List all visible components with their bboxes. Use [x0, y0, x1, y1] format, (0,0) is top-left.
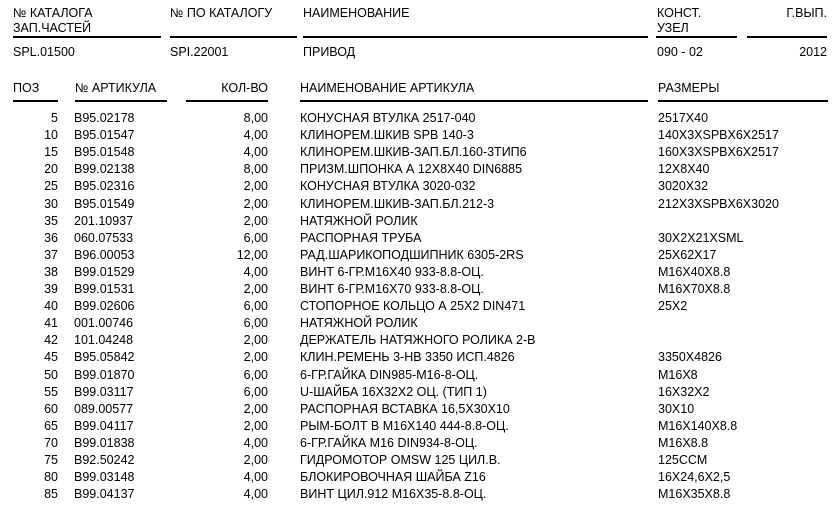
cell-pos: 39: [44, 282, 58, 296]
cell-quantity: 4,00: [243, 487, 268, 502]
table-row[interactable]: [0, 143, 840, 161]
table-row[interactable]: [0, 212, 840, 230]
column-underline-article-name: [300, 100, 648, 102]
cell-article-name: 6-ГР.ГАЙКА M16 DIN934-8-ОЦ.: [300, 435, 478, 450]
column-header-quantity: КОЛ-ВО: [221, 81, 268, 95]
table-row[interactable]: [0, 177, 840, 195]
cell-article-no: 089.00577: [74, 401, 134, 416]
table-row[interactable]: [0, 126, 840, 144]
cell-pos: 25: [44, 179, 58, 194]
header-rule-segment-1: [13, 36, 161, 38]
cell-article-no: B99.01870: [74, 367, 135, 382]
cell-article-name: НАТЯЖНОЙ РОЛИК: [300, 316, 418, 331]
cell-quantity: 4,00: [243, 470, 268, 485]
cell-dimensions: 30X2X21XSML: [658, 230, 744, 245]
cell-quantity: 2,00: [243, 350, 268, 365]
table-row[interactable]: [0, 246, 840, 264]
cell-article-name: ПРИЗМ.ШПОНКА А 12X8X40 DIN6885: [300, 162, 523, 177]
cell-article-no: 201.10937: [74, 213, 134, 228]
cell-pos: 50: [44, 367, 58, 382]
cell-dimensions: 30X10: [658, 401, 695, 416]
cell-article-name: ГИДРОМОТОР OMSW 125 ЦИЛ.В.: [300, 453, 501, 467]
cell-dimensions: 140X3XSPBX6X2517: [658, 128, 779, 143]
cell-article-no: B99.04137: [74, 487, 135, 502]
cell-dimensions: M16X35X8.8: [658, 487, 731, 502]
cell-pos: 30: [44, 196, 58, 211]
cell-pos: 5: [51, 111, 58, 125]
cell-dimensions: 16X32X2: [658, 384, 710, 399]
cell-dimensions: M16X40X8.8: [658, 264, 731, 279]
cell-article-no: B95.01547: [74, 128, 135, 143]
cell-pos: 85: [44, 487, 58, 502]
cell-article-name: U-ШАЙБА 16X32X2 ОЦ. (ТИП 1): [300, 384, 487, 399]
cell-quantity: 6,00: [243, 299, 268, 314]
cell-article-name: КОНУСНАЯ ВТУЛКА 3020-032: [300, 179, 476, 194]
cell-pos: 41: [44, 316, 58, 331]
table-row[interactable]: [0, 195, 840, 213]
cell-pos: 20: [44, 162, 58, 177]
cell-dimensions: 25X62X17: [658, 247, 717, 262]
cell-quantity: 2,00: [243, 213, 268, 228]
cell-article-no: B95.02178: [74, 111, 135, 125]
table-row[interactable]: [0, 400, 840, 418]
column-header-dimensions: РАЗМЕРЫ: [658, 81, 720, 95]
table-row[interactable]: [0, 417, 840, 435]
cell-quantity: 4,00: [243, 435, 268, 450]
cell-pos: 55: [44, 384, 58, 399]
cell-pos: 60: [44, 401, 58, 416]
cell-article-name: КЛИН.РЕМЕНЬ 3-HB 3350 ИСП.4826: [300, 350, 515, 365]
table-row[interactable]: [0, 297, 840, 315]
table-row[interactable]: [0, 485, 840, 503]
cell-article-name: КЛИНОРЕМ.ШКИВ SPB 140-3: [300, 128, 474, 143]
cell-article-name: СТОПОРНОЕ КОЛЬЦО А 25X2 DIN471: [300, 299, 526, 314]
cell-article-no: B99.04117: [74, 418, 134, 433]
cell-article-no: B99.01529: [74, 264, 135, 279]
table-row[interactable]: [0, 366, 840, 384]
cell-pos: 45: [44, 350, 58, 365]
cell-article-name: ВИНТ 6-ГР.M16X70 933-8.8-ОЦ.: [300, 282, 484, 296]
cell-quantity: 2,00: [243, 333, 268, 348]
header-label-by-catalog: № ПО КАТАЛОГУ: [170, 6, 273, 20]
table-row[interactable]: [0, 383, 840, 401]
cell-pos: 42: [44, 333, 58, 348]
cell-article-name: НАТЯЖНОЙ РОЛИК: [300, 213, 418, 228]
cell-article-no: B95.01548: [74, 145, 135, 160]
cell-dimensions: M16X140X8.8: [658, 418, 738, 433]
cell-dimensions: M16X8: [658, 367, 698, 382]
cell-quantity: 2,00: [243, 179, 268, 194]
header-label-catalog-number-line2: ЗАП.ЧАСТЕЙ: [13, 20, 92, 35]
header-rule-segment-3: [303, 36, 648, 38]
cell-quantity: 4,00: [243, 264, 268, 279]
cell-quantity: 6,00: [243, 316, 268, 331]
value-by-catalog: SPI.22001: [170, 45, 229, 59]
cell-dimensions: M16X8.8: [658, 435, 709, 450]
cell-article-no: B99.02138: [74, 162, 135, 177]
table-row[interactable]: [0, 263, 840, 281]
cell-article-name: РАСПОРНАЯ ВСТАВКА 16,5X30X10: [300, 401, 510, 416]
cell-quantity: 6,00: [243, 384, 268, 399]
table-row[interactable]: [0, 331, 840, 349]
cell-quantity: 8,00: [243, 111, 268, 125]
header-label-assembly-unit: КОНСТ. УЗЕЛ: [657, 6, 702, 35]
cell-quantity: 2,00: [243, 282, 268, 296]
cell-dimensions: 16X24,6X2,5: [658, 470, 731, 485]
column-underline-quantity: [186, 100, 268, 102]
cell-dimensions: 12X8X40: [658, 162, 710, 177]
cell-dimensions: 2517X40: [658, 111, 709, 125]
header-label-catalog-number: [13, 6, 93, 35]
cell-pos: 40: [44, 299, 58, 314]
cell-dimensions: 25X2: [658, 299, 688, 314]
value-catalog-number: SPL.01500: [13, 45, 75, 59]
cell-article-no: B99.01531: [74, 282, 135, 296]
value-year: 2012: [799, 45, 827, 59]
cell-pos: 75: [44, 453, 58, 467]
cell-article-name: КЛИНОРЕМ.ШКИВ-ЗАП.БЛ.160-3ТИП6: [300, 145, 527, 160]
cell-dimensions: 125CCM: [658, 453, 708, 467]
column-underline-pos: [13, 100, 58, 102]
cell-article-no: B99.02606: [74, 299, 135, 314]
table-row[interactable]: [0, 348, 840, 366]
table-row[interactable]: [0, 451, 840, 469]
cell-article-name: ВИНТ ЦИЛ.912 M16X35-8.8-ОЦ.: [300, 487, 487, 502]
table-row[interactable]: [0, 468, 840, 486]
cell-article-no: 060.07533: [74, 230, 134, 245]
cell-quantity: 4,00: [243, 128, 268, 143]
value-assembly-unit: 090 - 02: [657, 45, 703, 59]
cell-quantity: 4,00: [243, 145, 268, 160]
cell-article-no: 101.04248: [74, 333, 134, 348]
cell-dimensions: 3020X32: [658, 179, 709, 194]
cell-quantity: 2,00: [243, 418, 268, 433]
column-underline-dimensions: [658, 100, 828, 102]
cell-pos: 80: [44, 470, 58, 485]
cell-pos: 10: [44, 128, 58, 143]
cell-article-name: БЛОКИРОВОЧНАЯ ШАЙБА Z16: [300, 470, 486, 485]
cell-quantity: 2,00: [243, 401, 268, 416]
cell-dimensions: 160X3XSPBX6X2517: [658, 145, 779, 160]
header-rule-segment-2: [170, 36, 297, 38]
column-header-pos: ПОЗ: [13, 81, 40, 95]
cell-quantity: 8,00: [243, 162, 268, 177]
cell-pos: 35: [44, 213, 58, 228]
cell-pos: 36: [44, 230, 58, 245]
cell-quantity: 6,00: [243, 367, 268, 382]
column-header-article-name: НАИМЕНОВАНИЕ АРТИКУЛА: [300, 81, 475, 95]
header-rule-segment-4: [656, 36, 737, 38]
cell-article-no: 001.00746: [74, 316, 134, 331]
header-label-catalog-number-line1: № КАТАЛОГА: [13, 6, 93, 20]
cell-article-no: B95.01549: [74, 196, 135, 211]
cell-article-name: РАД.ШАРИКОПОДШИПНИК 6305-2RS: [300, 247, 524, 262]
header-rule-segment-5: [747, 36, 827, 38]
header-label-year: Г.ВЫП.: [786, 6, 827, 20]
cell-dimensions: M16X70X8.8: [658, 282, 731, 296]
cell-dimensions: 212X3XSPBX6X3020: [658, 196, 779, 211]
cell-article-no: B95.02316: [74, 179, 135, 194]
cell-article-name: 6-ГР.ГАЙКА DIN985-M16-8-ОЦ.: [300, 367, 479, 382]
cell-article-no: B95.05842: [74, 350, 135, 365]
cell-article-no: B92.50242: [74, 453, 135, 467]
cell-article-name: РАСПОРНАЯ ТРУБА: [300, 230, 422, 245]
value-designation: ПРИВОД: [303, 45, 356, 59]
cell-article-no: B99.03117: [74, 384, 134, 399]
table-row[interactable]: [0, 109, 840, 127]
table-row[interactable]: [0, 314, 840, 332]
table-row[interactable]: [0, 160, 840, 178]
cell-article-name: ВИНТ 6-ГР.M16X40 933-8.8-ОЦ.: [300, 264, 484, 279]
column-underline-article-no: [75, 100, 167, 102]
header-label-designation: НАИМЕНОВАНИЕ: [303, 6, 410, 20]
cell-pos: 37: [44, 247, 58, 262]
table-row[interactable]: [0, 280, 840, 298]
cell-pos: 70: [44, 435, 58, 450]
cell-article-name: КЛИНОРЕМ.ШКИВ-ЗАП.БЛ.212-3: [300, 196, 495, 211]
cell-article-name: РЫМ-БОЛТ В M16X140 444-8.8-ОЦ.: [300, 418, 509, 433]
cell-article-no: B96.00053: [74, 247, 135, 262]
cell-quantity: 12,00: [236, 247, 268, 262]
cell-quantity: 2,00: [243, 453, 268, 467]
cell-pos: 15: [44, 145, 58, 160]
cell-dimensions: 3350X4826: [658, 350, 722, 365]
cell-article-no: B99.01838: [74, 435, 135, 450]
table-row[interactable]: [0, 434, 840, 452]
cell-article-name: КОНУСНАЯ ВТУЛКА 2517-040: [300, 111, 476, 125]
table-row[interactable]: [0, 229, 840, 247]
cell-quantity: 6,00: [243, 230, 268, 245]
cell-pos: 38: [44, 264, 58, 279]
cell-quantity: 2,00: [243, 196, 268, 211]
cell-pos: 65: [44, 418, 58, 433]
cell-article-name: ДЕРЖАТЕЛЬ НАТЯЖНОГО РОЛИКА 2-В: [300, 333, 536, 348]
column-header-article-no: № АРТИКУЛА: [75, 81, 157, 95]
cell-article-no: B99.03148: [74, 470, 135, 485]
